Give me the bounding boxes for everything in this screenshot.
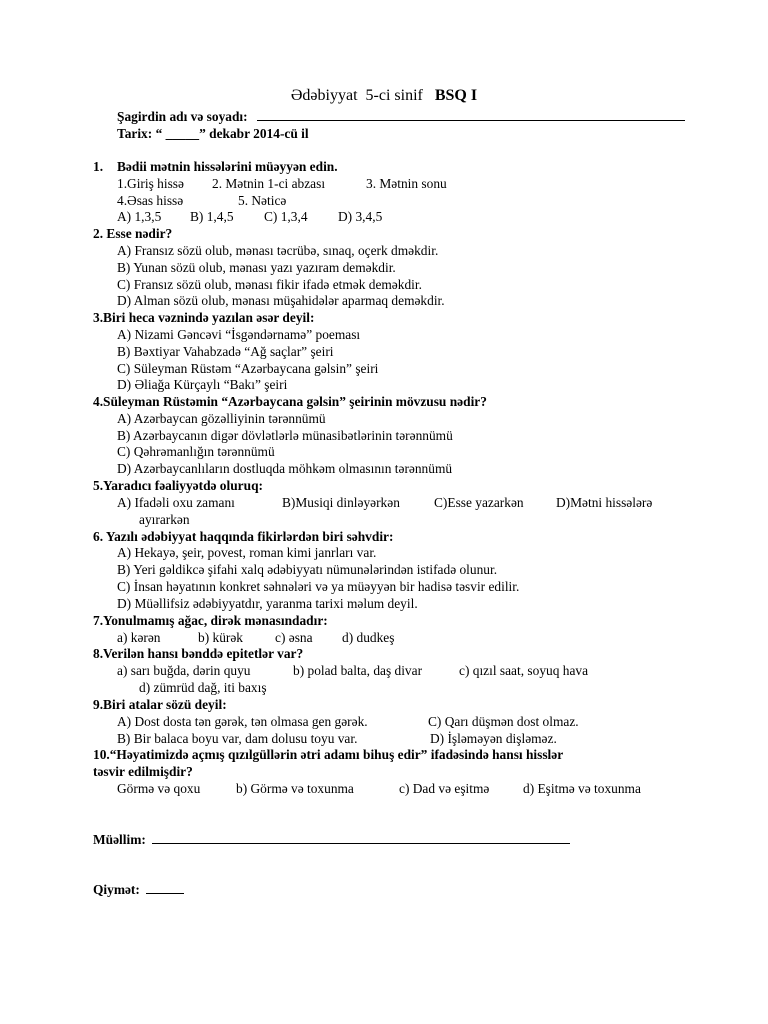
q1-item-3: 3. Mətnin sonu	[366, 176, 447, 191]
q5-option-c[interactable]: C)Esse yazarkən	[434, 495, 524, 510]
q8-option-a[interactable]: a) sarı buğda, dərin quyu	[117, 663, 251, 678]
q9-option-c[interactable]: C) Qarı düşmən dost olmaz.	[428, 714, 579, 729]
q1-question: Bədii mətnin hissələrini müəyyən edin.	[117, 159, 338, 174]
q3-question: 3.Biri heca vəznində yazılan əsər deyil:	[93, 310, 315, 325]
page-title	[0, 86, 768, 106]
grade-row	[93, 881, 184, 898]
q8-option-c[interactable]: c) qızıl saat, soyuq hava	[459, 663, 589, 678]
grade-blank[interactable]	[146, 881, 184, 894]
q10-option-c[interactable]: c) Dad və eşitmə	[399, 781, 490, 796]
date-blank[interactable]: _____	[165, 126, 200, 141]
q6-option-c[interactable]: C) İnsan həyatının konkret səhnələri və ya müəyyən bir hadisə təsvir edilir.	[117, 579, 520, 594]
q4-option-c[interactable]: C) Qəhrəmanlığın tərənnümü	[117, 444, 275, 459]
student-name-label: Şagirdin adı və soyadı:	[117, 109, 248, 124]
q7-question: 7.Yonulmamış ağac, dirək mənasındadır:	[93, 613, 328, 628]
q4-option-a[interactable]: A) Azərbaycan gözəlliyinin tərənnümü	[117, 411, 326, 426]
q7-option-d[interactable]: d) dudkeş	[342, 630, 395, 645]
q10-question-line-2: təsvir edilmişdir?	[93, 764, 193, 779]
q8-option-d[interactable]: d) zümrüd dağ, iti baxış	[139, 680, 267, 695]
student-name-blank[interactable]	[257, 108, 685, 121]
q1-item-4: 4.Əsas hissə	[117, 193, 184, 208]
q10-option-a[interactable]: Görmə və qoxu	[117, 781, 201, 796]
teacher-signature-blank[interactable]	[152, 831, 570, 844]
q7-option-c[interactable]: c) əsna	[275, 630, 313, 645]
q3-option-a[interactable]: A) Nizami Gəncəvi “İsgəndərnamə” poeması	[117, 327, 361, 342]
q7-option-b[interactable]: b) kürək	[198, 630, 243, 645]
title-bsq: BSQ I	[434, 87, 478, 104]
q9-question: 9.Biri atalar sözü deyil:	[93, 697, 227, 712]
date-row	[117, 125, 309, 142]
q8-question: 8.Verilən hansı bənddə epitetlər var?	[93, 646, 304, 661]
q9-option-d[interactable]: D) İşləməyən dişləməz.	[430, 731, 557, 746]
q1-option-d[interactable]: D) 3,4,5	[338, 209, 383, 224]
q5-question: 5.Yaradıcı fəaliyyətdə oluruq:	[93, 478, 263, 493]
q6-option-d[interactable]: D) Müəllifsiz ədəbiyyatdır, yaranma tarixi məlum deyil.	[117, 596, 418, 611]
q5-option-b[interactable]: B)Musiqi dinləyərkən	[282, 495, 400, 510]
q10-option-b[interactable]: b) Görmə və toxunma	[236, 781, 354, 796]
q1-option-c[interactable]: C) 1,3,4	[264, 209, 308, 224]
teacher-label: Müəllim:	[93, 832, 146, 847]
q6-question: 6. Yazılı ədəbiyyat haqqında fikirlərdən biri səhvdir:	[93, 529, 394, 544]
q5-option-d-continued: ayırarkən	[139, 512, 190, 527]
q4-question: 4.Süleyman Rüstəmin “Azərbaycana gəlsin” şeirinin mövzusu nədir?	[93, 394, 487, 409]
q5-option-d[interactable]: D)Mətni hissələrə	[556, 495, 653, 510]
q3-option-c[interactable]: C) Süleyman Rüstəm “Azərbaycana gəlsin” şeiri	[117, 361, 379, 376]
q3-option-d[interactable]: D) Əliağa Kürçaylı “Bakı” şeiri	[117, 377, 288, 392]
q1-option-b[interactable]: B) 1,4,5	[190, 209, 234, 224]
q2-option-a[interactable]: A) Fransız sözü olub, mənası təcrübə, sınaq, oçerk dməkdir.	[117, 243, 439, 258]
q4-option-d[interactable]: D) Azərbaycanlıların dostluqda möhkəm olmasının tərənnümü	[117, 461, 453, 476]
q6-option-b[interactable]: B) Yeri gəldikcə şifahi xalq ədəbiyyatı nümunələrindən istifadə olunur.	[117, 562, 498, 577]
q1-item-5: 5. Nəticə	[238, 193, 287, 208]
q9-option-b[interactable]: B) Bir balaca boyu var, dam dolusu toyu var.	[117, 731, 358, 746]
grade-label: Qiymət:	[93, 882, 140, 897]
teacher-row	[93, 831, 570, 848]
q2-question: 2. Esse nədir?	[93, 226, 173, 241]
q2-option-d[interactable]: D) Alman sözü olub, mənası müşahidələr aparmaq deməkdir.	[117, 293, 445, 308]
q10-option-d[interactable]: d) Eşitmə və toxunma	[523, 781, 641, 796]
date-prefix: Tarix: “	[117, 126, 166, 141]
q6-option-a[interactable]: A) Hekayə, şeir, povest, roman kimi janrları var.	[117, 545, 377, 560]
q2-option-b[interactable]: B) Yunan sözü olub, mənası yazı yazıram deməkdir.	[117, 260, 396, 275]
q7-option-a[interactable]: a) kərən	[117, 630, 161, 645]
title-grade: 5-ci sinif	[365, 87, 423, 104]
q5-option-a[interactable]: A) Ifadəli oxu zamanı	[117, 495, 235, 510]
q2-option-c[interactable]: C) Fransız sözü olub, mənası fikir ifadə etmək deməkdir.	[117, 277, 422, 292]
date-suffix: ” dekabr 2014-cü il	[199, 126, 309, 141]
q3-option-b[interactable]: B) Bəxtiyar Vahabzadə “Ağ saçlar” şeiri	[117, 344, 334, 359]
title-subject: Ədəbiyyat	[290, 87, 358, 104]
q1-number: 1.	[93, 159, 104, 174]
student-name-row	[117, 108, 685, 125]
q10-question-line-1: 10.“Həyatimizdə açmış qızılgüllərin ətri adamı bihuş edir” ifadəsində hansı hisslər	[93, 747, 564, 762]
q1-item-2: 2. Mətnin 1-ci abzası	[212, 176, 326, 191]
q9-option-a[interactable]: A) Dost dosta tən gərək, tən olmasa gen gərək.	[117, 714, 368, 729]
q1-option-a[interactable]: A) 1,3,5	[117, 209, 162, 224]
q8-option-b[interactable]: b) polad balta, daş divar	[293, 663, 423, 678]
q1-item-1: 1.Giriş hissə	[117, 176, 184, 191]
q4-option-b[interactable]: B) Azərbaycanın digər dövlətlərlə münasibətlərinin tərənnümü	[117, 428, 453, 443]
